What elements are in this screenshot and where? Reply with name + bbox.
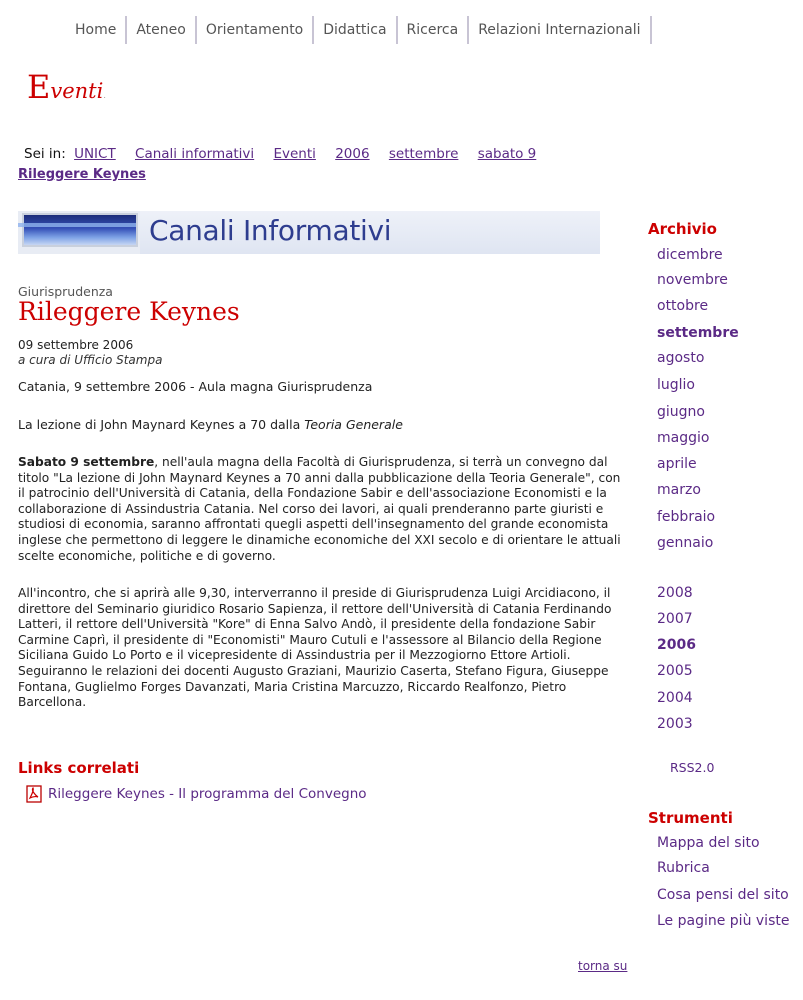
year-2005[interactable]: 2005 (657, 663, 693, 679)
year-2003[interactable]: 2003 (657, 716, 693, 732)
year-2004[interactable]: 2004 (657, 690, 693, 706)
links-heading: Links correlati (18, 759, 140, 777)
paragraph-1-body: , nell'aula magna della Facoltà di Giurisprudenza, si terrà un convegno dal titolo "La lezione di John Maynard Keynes a 70 anni dalla pubblicazione della Teoria Generale", con il patrocinio dell'Università di Catania, della Fondazione Sabir e dell'associazione Economisti e la collaborazione di Assindustria Catania. Nel corso dei lavori, ai quali prenderanno parte giuristi e studiosi di economia, saranno affrontati quegli aspetti dell'insegnamento del grande economista inglese che permettono di leggere le dinamiche economiche del XXI secolo e di orientare le attuali scelte economiche, politiche e di governo. (18, 455, 621, 563)
month-gennaio[interactable]: gennaio (657, 535, 714, 551)
year-2008[interactable]: 2008 (657, 585, 693, 601)
month-maggio[interactable]: maggio (657, 430, 710, 446)
logo-dot: . (103, 91, 106, 100)
year-2006[interactable]: 2006 (657, 637, 696, 653)
article-author: a cura di Ufficio Stampa (18, 353, 163, 367)
nav-item-didattica[interactable]: Didattica (314, 16, 397, 44)
month-dicembre[interactable]: dicembre (657, 247, 723, 263)
breadcrumb-settembre[interactable]: settembre (388, 146, 459, 162)
breadcrumb-current[interactable]: Rileggere Keynes (18, 167, 146, 182)
month-febbraio[interactable]: febbraio (657, 509, 716, 525)
tool-cosa-pensi[interactable]: Cosa pensi del sito (657, 887, 789, 903)
nav-item-orientamento[interactable]: Orientamento (197, 16, 314, 44)
nav-item-ricerca[interactable]: Ricerca (398, 16, 470, 44)
breadcrumb-2006[interactable]: 2006 (335, 146, 370, 162)
back-to-top-link[interactable]: torna su (578, 959, 628, 973)
pdf-icon (26, 785, 42, 803)
month-agosto[interactable]: agosto (657, 350, 705, 366)
article-title: Rileggere Keynes (18, 297, 240, 326)
breadcrumb (24, 146, 551, 162)
article-subtitle (18, 417, 403, 432)
month-novembre[interactable]: novembre (657, 272, 728, 288)
top-nav (66, 16, 652, 44)
logo-initial: E (27, 68, 51, 106)
banner-title: Canali Informativi (149, 214, 392, 247)
month-ottobre[interactable]: ottobre (657, 298, 709, 314)
nav-item-relazioni-internazionali[interactable]: Relazioni Internazionali (469, 16, 651, 44)
article-date: 09 settembre 2006 (18, 338, 134, 352)
breadcrumb-label: Sei in: (24, 146, 66, 162)
breadcrumb-eventi[interactable]: Eventi (273, 146, 316, 162)
logo-rest: venti (50, 79, 104, 103)
related-link-text[interactable]: Rileggere Keynes - Il programma del Convegno (48, 786, 367, 802)
archive-heading: Archivio (648, 220, 717, 238)
tool-pagine-piu-viste[interactable]: Le pagine più viste (657, 913, 790, 929)
subtitle-text: La lezione di John Maynard Keynes a 70 dalla (18, 417, 305, 432)
month-luglio[interactable]: luglio (657, 377, 695, 393)
related-link[interactable] (26, 785, 367, 803)
paragraph-1-lead: Sabato 9 settembre (18, 455, 155, 469)
section-logo (27, 68, 106, 106)
month-settembre[interactable]: settembre (657, 325, 739, 341)
monitor-image (18, 211, 140, 254)
tool-rubrica[interactable]: Rubrica (657, 860, 710, 876)
article-paragraph-2: All'incontro, che si aprirà alle 9,30, interverranno il preside di Giurisprudenza Luigi Arcidiacono, il direttore del Seminario giuridico Rosario Sapienza, il rettore dell'Università di Catania Ferdinando Latteri, il rettore dell'Università "Kore" di Enna Salvo Andò, il presidente della fondazione Sabir Carmine Caprì, il presidente di "Economisti" Mauro Cutuli e l'assessore al Bilancio della Regione Siciliana Guido Lo Porto e il vicepresidente di Assindustria per il Mezzogiorno Ettore Artioli. Seguiranno le relazioni dei docenti Augusto Graziani, Maurizio Caserta, Stefano Figura, Giuseppe Fontana, Guglielmo Forges Davanzati, Maria Cristina Marcuzzo, Riccardo Realfonzo, Pietro Barcellona. (18, 586, 612, 710)
article-place: Catania, 9 settembre 2006 - Aula magna Giurisprudenza (18, 379, 373, 394)
subtitle-emphasis: Teoria Generale (304, 417, 403, 432)
year-2007[interactable]: 2007 (657, 611, 693, 627)
article-category: Giurisprudenza (18, 284, 113, 299)
tools-heading: Strumenti (648, 809, 733, 827)
breadcrumb-sabato-9[interactable]: sabato 9 (477, 146, 537, 162)
nav-item-ateneo[interactable]: Ateneo (127, 16, 197, 44)
breadcrumb-canali-informativi[interactable]: Canali informativi (135, 146, 255, 162)
month-marzo[interactable]: marzo (657, 482, 701, 498)
canali-informativi-banner (18, 211, 600, 254)
month-giugno[interactable]: giugno (657, 404, 705, 420)
tool-mappa-del-sito[interactable]: Mappa del sito (657, 835, 760, 851)
month-aprile[interactable]: aprile (657, 456, 697, 472)
nav-item-home[interactable]: Home (66, 16, 127, 44)
rss-link[interactable]: RSS2.0 (670, 760, 715, 775)
breadcrumb-unict[interactable]: UNICT (74, 146, 116, 162)
article-paragraph-1 (18, 455, 622, 564)
